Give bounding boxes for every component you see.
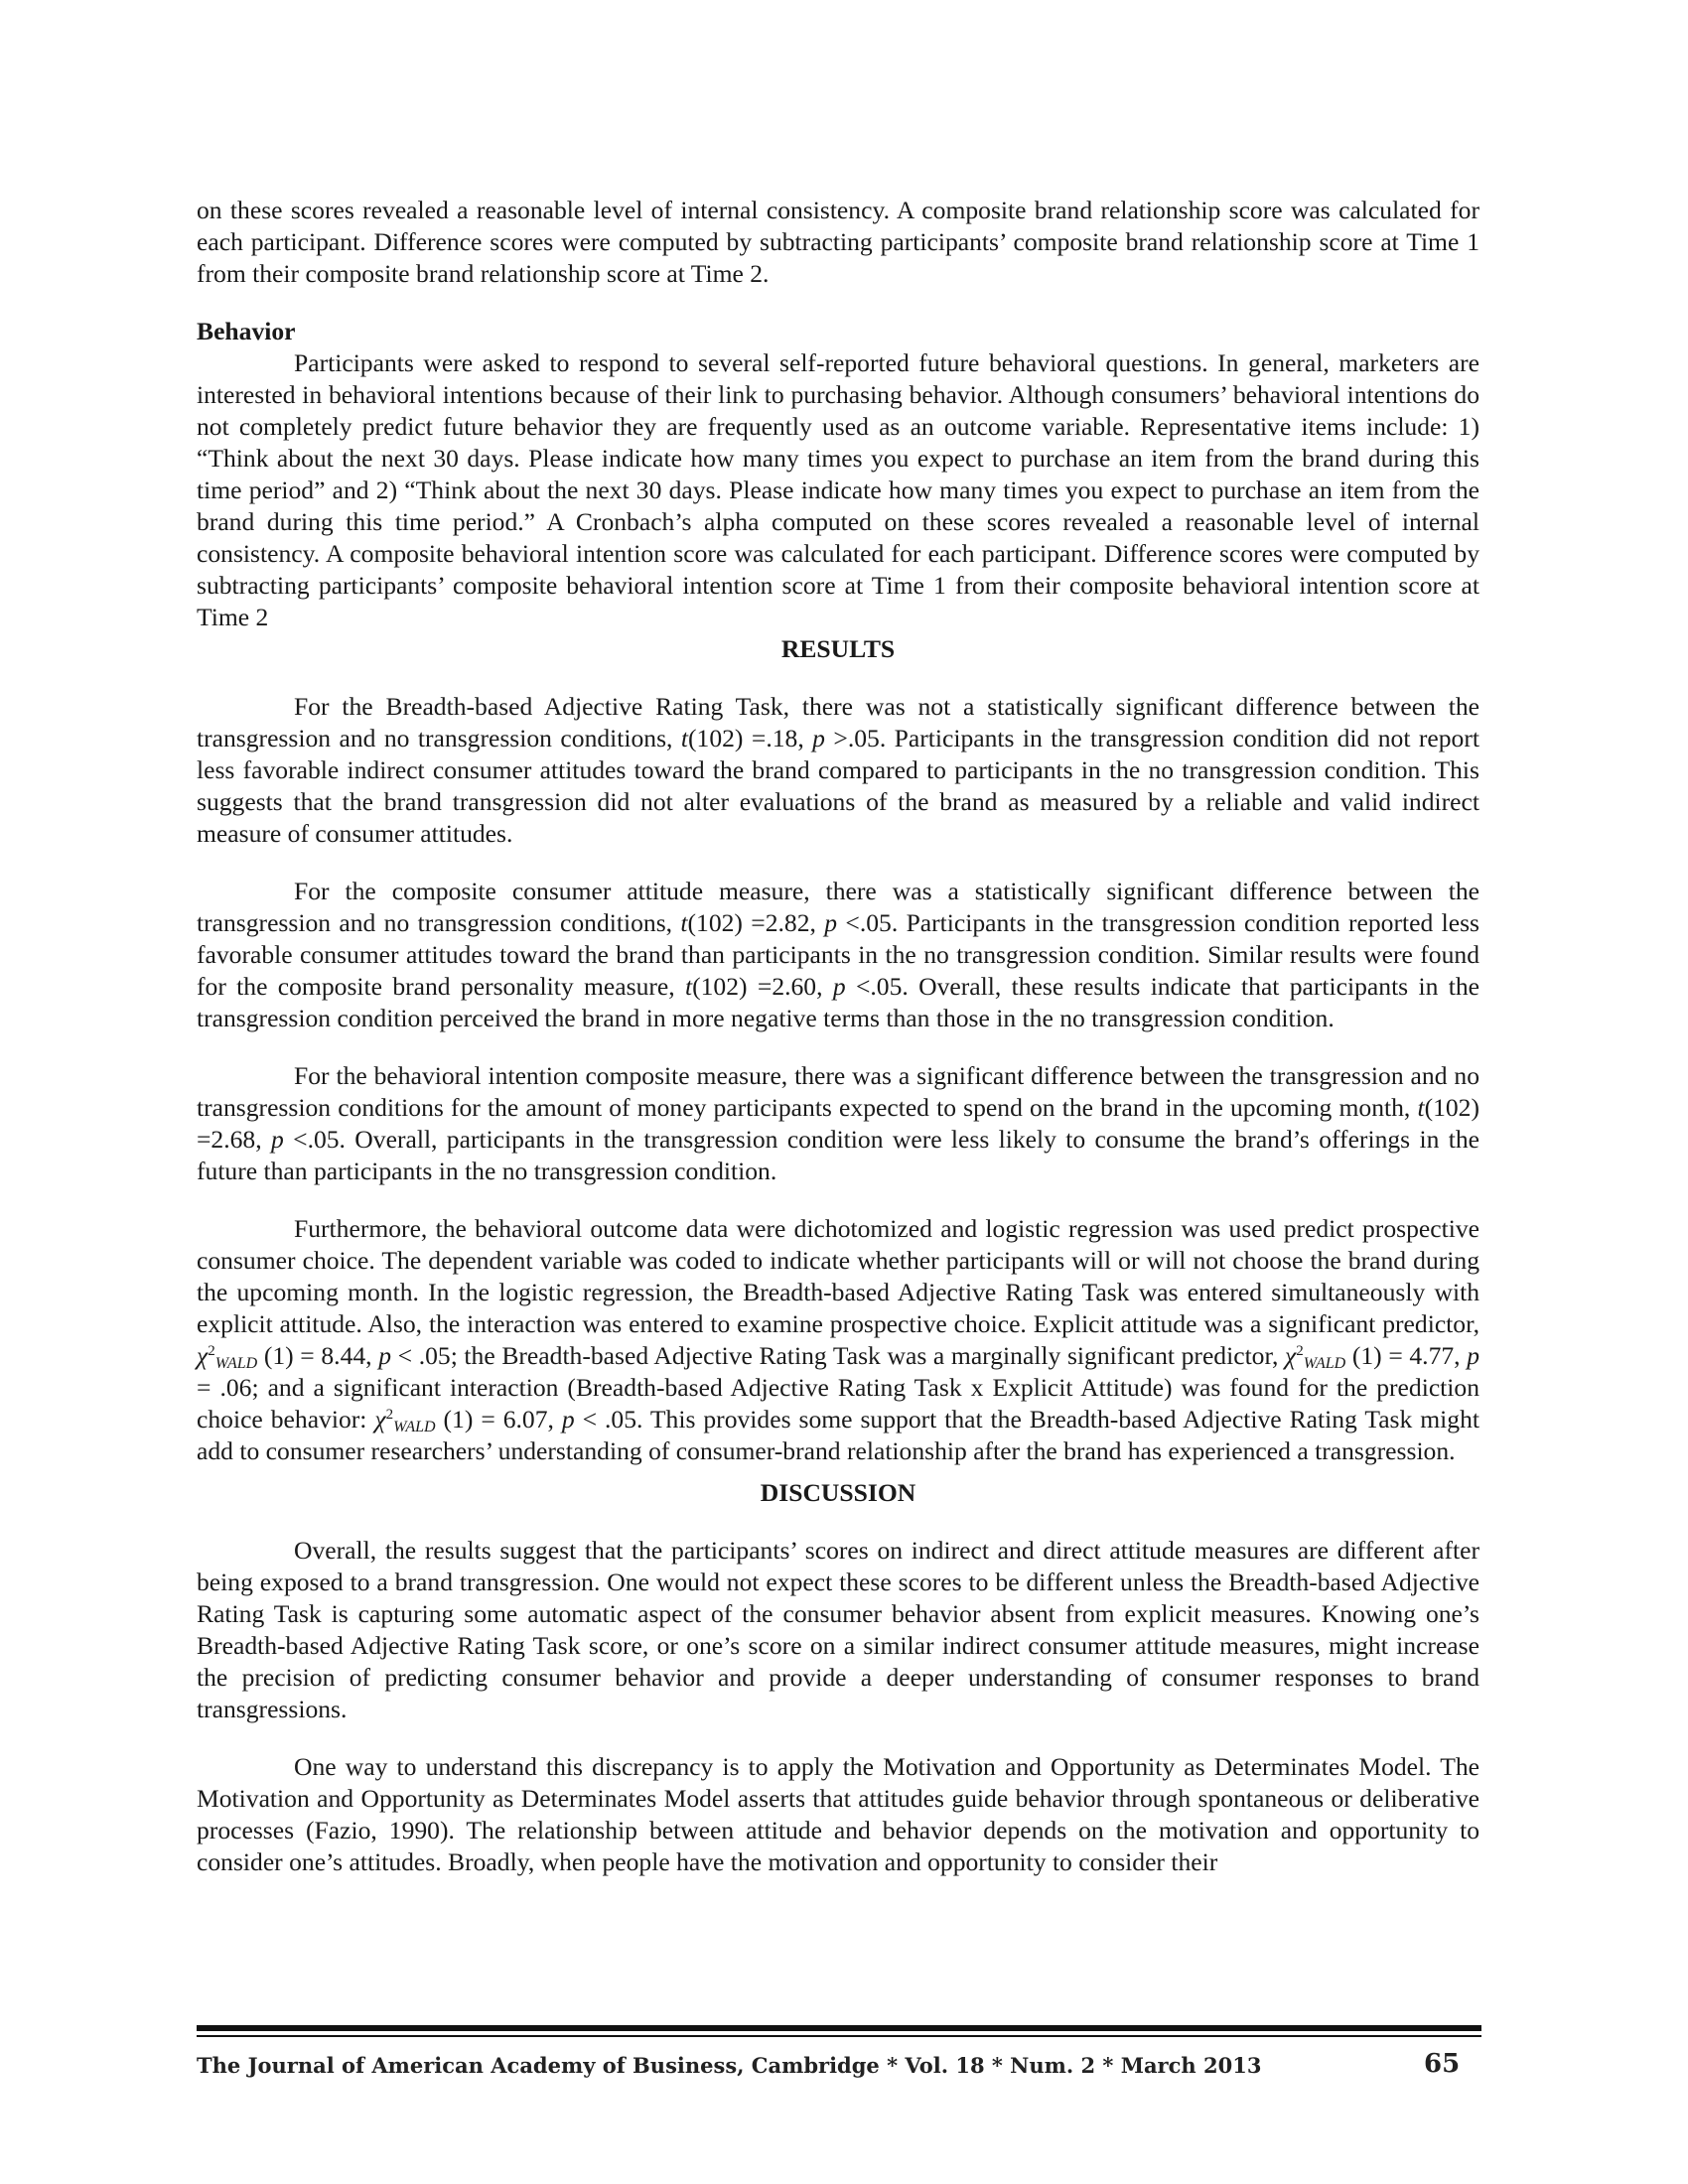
behavior-section bbox=[197, 316, 1479, 633]
footer-rule-thin bbox=[197, 2035, 1481, 2037]
discussion-paragraph-1: Overall, the results suggest that the participants’ scores on indirect and direct attitude measures are different after being exposed to a brand transgression. One would not expect these scores to be different unless the Breadth-based Adjective Rating Task is capturing some automatic aspect of the consumer behavior absent from explicit measures. Knowing one’s Breadth-based Adjective Rating Task score, or one’s score on a similar indirect consumer attitude measures, might increase the precision of predicting consumer behavior and provide a deeper understanding of consumer responses to brand transgressions. bbox=[197, 1536, 1479, 1723]
results-paragraph-1: For the Breadth-based Adjective Rating Task, there was not a statistically significant difference between the transgression and no transgression conditions, t(102) =.18, p >.05. Participants in the transgression condition did not report less favorable indirect consumer attitudes toward the brand compared to participants in the no transgression condition. This suggests that the brand transgression did not alter evaluations of the brand as measured by a reliable and valid indirect measure of consumer attitudes. bbox=[197, 692, 1479, 848]
results-heading: RESULTS bbox=[780, 634, 896, 663]
behavior-paragraph: Participants were asked to respond to several self-reported future behavioral questions. In general, marketers are interested in behavioral intentions because of their link to purchasing behavior. Although consumers’ behavioral intentions do not completely predict future behavior they are frequently used as an outcome variable. Representative items include: 1) “Think about the next 30 days. Please indicate how many times you expect to purchase an item from the brand during this time period” and 2) “Think about the next 30 days. Please indicate how many times you expect to purchase an item from the brand during this time period.” A Cronbach’s alpha computed on these scores revealed a reasonable level of internal consistency. A composite behavioral intention score was calculated for each participant. Difference scores were computed by subtracting participants’ composite behavioral intention score at Time 1 from their composite behavioral intention score at Time 2 bbox=[197, 348, 1479, 631]
results-paragraph-2: For the composite consumer attitude measure, there was a statistically significant difference between the transgression and no transgression conditions, t(102) =2.82, p <.05. Participants in the transgression condition reported less favorable consumer attitudes toward the brand than participants in the no transgression condition. Similar results were found for the composite brand personality measure, t(102) =2.60, p <.05. Overall, these results indicate that participants in the transgression condition perceived the brand in more negative terms than those in the no transgression condition. bbox=[197, 877, 1479, 1032]
chi-square-symbol: $\chi^2_{WALD}$ bbox=[1285, 1341, 1346, 1372]
journal-citation: The Journal of American Academy of Business, Cambridge * Vol. 18 * Num. 2 * March 2013 bbox=[197, 2053, 1262, 2078]
chi-square-symbol: $\chi^2_{WALD}$ bbox=[374, 1405, 436, 1435]
footer-rule-thick bbox=[197, 2025, 1481, 2031]
results-paragraph-3: For the behavioral intention composite measure, there was a significant difference between the transgression and no transgression conditions for the amount of money participants expected to spend on the brand in the upcoming month, t(102) =2.68, p <.05. Overall, participants in the transgression condition were less likely to consume the brand’s offerings in the future than participants in the no transgression condition. bbox=[197, 1061, 1479, 1185]
results-paragraph-4: Furthermore, the behavioral outcome data were dichotomized and logistic regression was used predict prospective consumer choice. The dependent variable was coded to indicate whether participants will or will not choose the brand during the upcoming month. In the logistic regression, the Breadth-based Adjective Rating Task was entered simultaneously with explicit attitude. Also, the interaction was entered to examine prospective choice. Explicit attitude was a significant predictor, $\chi^2_{WALD}$ (1) = 8.44, p < .05; the Breadth-based Adjective Rating Task was a marginally significant predictor, $\chi^2_{WALD}$ (1) = 4.77, p = .06; and a significant interaction (Breadth-based Adjective Rating Task x Explicit Attitude) was found for the prediction choice behavior: $\chi^2_{WALD}$ (1) = 6.07, p < .05. This provides some support that the Breadth-based Adjective Rating Task might add to consumer researchers’ understanding of consumer-brand relationship after the brand has experienced a transgression. bbox=[197, 1214, 1480, 1465]
discussion-paragraph-2: One way to understand this discrepancy is to apply the Motivation and Opportunity as Determinates Model. The Motivation and Opportunity as Determinates Model asserts that attitudes guide behavior through spontaneous or deliberative processes (Fazio, 1990). The relationship between attitude and behavior depends on the motivation and opportunity to consider one’s attitudes. Broadly, when people have the motivation and opportunity to consider their bbox=[197, 1752, 1479, 1876]
page-footer bbox=[197, 2049, 1481, 2087]
page-number: 65 bbox=[1424, 2049, 1461, 2079]
article-body bbox=[197, 195, 1479, 1878]
behavior-heading: Behavior bbox=[197, 317, 296, 345]
discussion-heading: DISCUSSION bbox=[760, 1478, 916, 1507]
paragraph-continued: on these scores revealed a reasonable level of internal consistency. A composite brand relationship score was calculated for each participant. Difference scores were computed by subtracting participants’ composite brand relationship score at Time 1 from their composite brand relationship score at Time 2. bbox=[197, 196, 1479, 288]
chi-square-symbol: $\chi^2_{WALD}$ bbox=[197, 1341, 258, 1372]
